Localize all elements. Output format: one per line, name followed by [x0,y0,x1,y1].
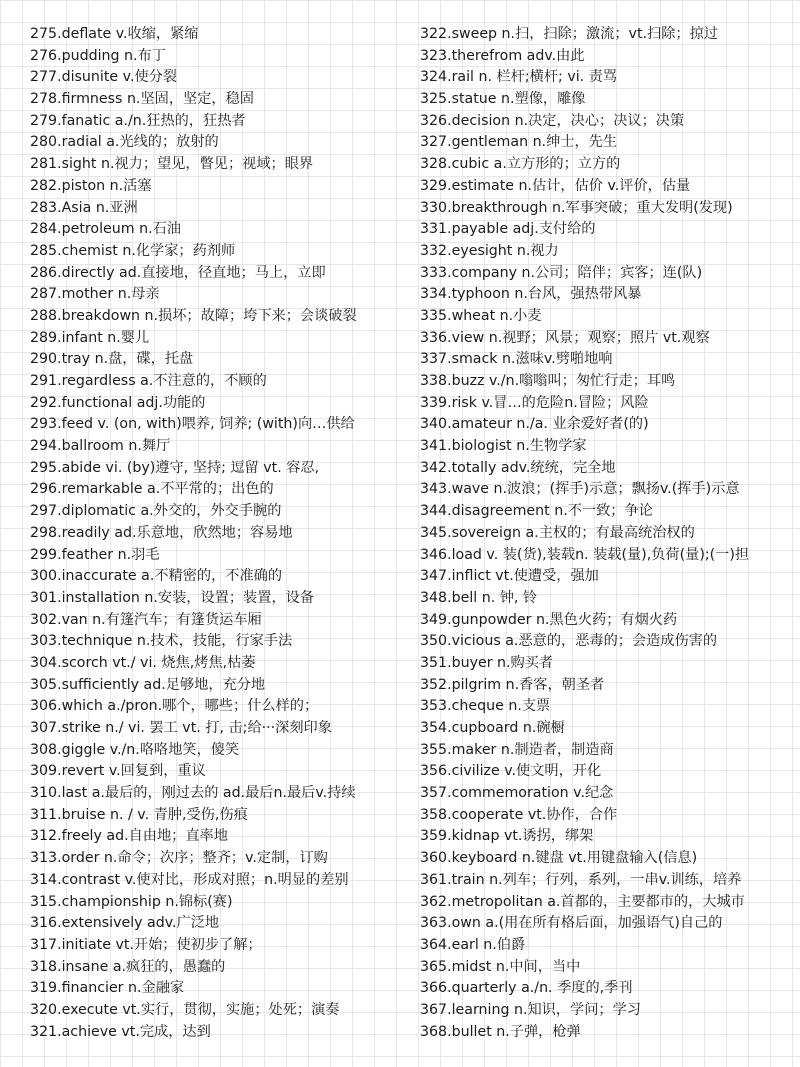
vocab-entry: 284.petroleum n.石油 [30,221,181,238]
vocab-entry: 295.abide vi. (by)遵守, 坚持; 逗留 vt. 容忍, [30,459,320,476]
vocab-entry: 296.remarkable a.不平常的；出色的 [30,481,274,498]
vocab-entry: 303.technique n.技术，技能，行家手法 [30,633,293,650]
vocab-entry: 340.amateur n./a. 业余爱好者(的) [420,416,649,433]
vocab-entry: 329.estimate n.估计，估价 v.评价，估量 [420,177,691,194]
vocab-entry: 302.van n.有篷汽车；有篷货运车厢 [30,611,262,628]
vocab-entry: 286.directly ad.直接地，径直地；马上，立即 [30,264,326,281]
vocab-entry: 349.gunpowder n.黑色火药；有烟火药 [420,611,678,628]
vocab-entry: 321.achieve vt.完成，达到 [30,1023,211,1040]
vocab-entry: 361.train n.列车；行列，系列，一串v.训练，培养 [420,871,742,888]
vocab-entry: 346.load v. 装(货),装载n. 装载(量),负荷(量);(一)担 [420,546,750,563]
vocab-entry: 318.insane a.疯狂的，愚蠢的 [30,958,226,975]
vocab-entry: 368.bullet n.子弹，枪弹 [420,1023,581,1040]
vocab-entry: 342.totally adv.统统，完全地 [420,459,616,476]
vocab-entry: 289.infant n.婴儿 [30,329,150,346]
vocab-entry: 365.midst n.中间，当中 [420,958,581,975]
vocab-entry: 364.earl n.伯爵 [420,936,526,953]
vocab-entry: 330.breakthrough n.军事突破；重大发明(发现) [420,199,733,216]
vocab-entry: 319.financier n.金融家 [30,980,185,997]
vocab-entry: 280.radial a.光线的；放射的 [30,134,219,151]
vocab-entry: 309.revert v.回复到，重议 [30,763,206,780]
vocab-entry: 345.sovereign a.主权的；有最高统治权的 [420,524,695,541]
vocab-entry: 331.payable adj.支付给的 [420,221,596,238]
vocab-entry: 328.cubic a.立方形的；立方的 [420,156,621,173]
vocab-entry: 297.diplomatic a.外交的，外交手腕的 [30,503,282,520]
vocab-entry: 336.view n.视野；风景；观察；照片 vt.观察 [420,329,710,346]
vocab-entry: 294.ballroom n.舞厅 [30,438,171,455]
vocab-entry: 283.Asia n.亚洲 [30,199,138,216]
vocab-entry: 290.tray n.盘，碟，托盘 [30,351,194,368]
vocab-entry: 277.disunite v.使分裂 [30,69,178,86]
vocab-entry: 314.contrast v.使对比，形成对照；n.明显的差别 [30,871,349,888]
vocab-entry: 304.scorch vt./ vi. 烧焦,烤焦,枯萎 [30,654,256,671]
vocab-entry: 300.inaccurate a.不精密的，不准确的 [30,568,283,585]
vocab-entry: 325.statue n.塑像，雕像 [420,91,586,108]
vocab-entry: 335.wheat n.小麦 [420,307,542,324]
vocab-entry: 291.regardless a.不注意的，不顾的 [30,373,267,389]
vocab-entry: 317.initiate vt.开始；使初步了解； [30,936,262,953]
vocab-entry: 322.sweep n.扫，扫除；激流；vt.扫除；掠过 [420,26,718,42]
vocab-entry: 287.mother n.母亲 [30,286,160,303]
vocab-entry: 276.pudding n.布丁 [30,47,166,64]
vocab-entry: 356.civilize v.使文明，开化 [420,763,602,780]
vocab-entry: 320.execute vt.实行，贯彻，实施；处死；演奏 [30,1001,340,1018]
vocab-entry: 357.commemoration v.纪念 [420,785,614,802]
vocab-entry: 334.typhoon n.台风，强热带风暴 [420,286,642,303]
vocab-entry: 338.buzz v./n.嗡嗡叫；匆忙行走；耳鸣 [420,373,676,389]
vocab-entry: 353.cheque n.支票 [420,698,551,715]
vocab-entry: 282.piston n.活塞 [30,177,152,194]
vocab-entry: 363.own a.(用在所有格后面，加强语气)自己的 [420,915,723,932]
vocab-entry: 278.firmness n.坚固，坚定，稳固 [30,91,254,108]
vocab-entry: 279.fanatic a./n.狂热的，狂热者 [30,112,246,129]
vocab-entry: 306.which a./pron.哪个，哪些；什么样的； [30,698,319,715]
vocab-entry: 324.rail n. 栏杆;横杆; vi. 责骂 [420,69,618,86]
vocab-entry: 299.feather n.羽毛 [30,546,160,563]
vocab-entry: 358.cooperate vt.协作，合作 [420,806,618,823]
vocab-entry: 337.smack n.滋味v.劈啪地响 [420,351,613,368]
vocab-entry: 348.bell n. 钟, 铃 [420,589,538,606]
vocab-entry: 305.sufficiently ad.足够地，充分地 [30,676,266,693]
vocab-entry: 355.maker n.制造者，制造商 [420,741,614,758]
vocab-entry: 354.cupboard n.碗橱 [420,720,565,736]
vocab-entry: 312.freely ad.自由地；直率地 [30,828,228,845]
vocab-entry: 347.inflict vt.使遭受，强加 [420,568,599,585]
vocab-entry: 301.installation n.安装，设置；装置，设备 [30,589,315,606]
vocab-entry: 362.metropolitan a.首都的，主要都市的，大城市 [420,893,745,910]
vocab-entry: 366.quarterly a./n. 季度的,季刊 [420,980,633,997]
vocab-entry: 292.functional adj.功能的 [30,394,206,411]
vocab-entry: 293.feed v. (on, with)喂养, 饲养; (with)向…供给 [30,416,355,433]
vocab-entry: 275.deflate v.收缩，紧缩 [30,26,199,42]
vocab-entry: 281.sight n.视力；望见，瞥见；视域；眼界 [30,156,314,173]
vocab-entry: 360.keyboard n.键盘 vt.用键盘输入(信息) [420,850,698,867]
vocab-entry: 341.biologist n.生物学家 [420,438,587,455]
vocab-column-right [420,24,795,1043]
vocab-entry: 285.chemist n.化学家；药剂师 [30,242,236,259]
vocab-entry: 352.pilgrim n.香客，朝圣者 [420,676,605,693]
vocab-entry: 316.extensively adv.广泛地 [30,915,220,932]
vocab-entry: 339.risk v.冒…的危险n.冒险；风险 [420,394,649,411]
vocab-entry: 326.decision n.决定，决心；决议；决策 [420,112,685,129]
vocab-entry: 359.kidnap vt.诱拐，绑架 [420,828,594,845]
vocab-entry: 308.giggle v./n.咯咯地笑，傻笑 [30,741,240,758]
vocab-entry: 313.order n.命令；次序；整齐；v.定制，订购 [30,850,328,867]
vocab-entry: 333.company n.公司；陪伴；宾客；连(队) [420,264,703,281]
vocab-entry: 323.therefrom adv.由此 [420,47,585,64]
vocab-entry: 298.readily ad.乐意地，欣然地；容易地 [30,524,293,541]
vocab-entry: 327.gentleman n.绅士，先生 [420,134,618,151]
vocab-entry: 344.disagreement n.不一致；争论 [420,503,653,520]
vocab-entry: 288.breakdown n.损坏；故障；垮下来；会谈破裂 [30,307,357,324]
vocab-entry: 332.eyesight n.视力 [420,242,559,259]
vocab-entry: 315.championship n.锦标(赛) [30,893,233,910]
vocab-column-left [30,24,410,1043]
vocab-entry: 311.bruise n. / v. 青肿,受伤,伤痕 [30,806,248,823]
vocab-entry: 343.wave n.波浪；(挥手)示意；飘扬v.(挥手)示意 [420,481,740,498]
vocab-entry: 307.strike n./ vi. 罢工 vt. 打, 击;给···深刻印象 [30,720,332,736]
vocab-entry: 351.buyer n.购买者 [420,654,554,671]
vocab-entry: 350.vicious a.恶意的，恶毒的；会造成伤害的 [420,633,718,650]
vocab-entry: 367.learning n.知识，学问；学习 [420,1001,641,1018]
vocab-entry: 310.last a.最后的，刚过去的 ad.最后n.最后v.持续 [30,785,356,802]
